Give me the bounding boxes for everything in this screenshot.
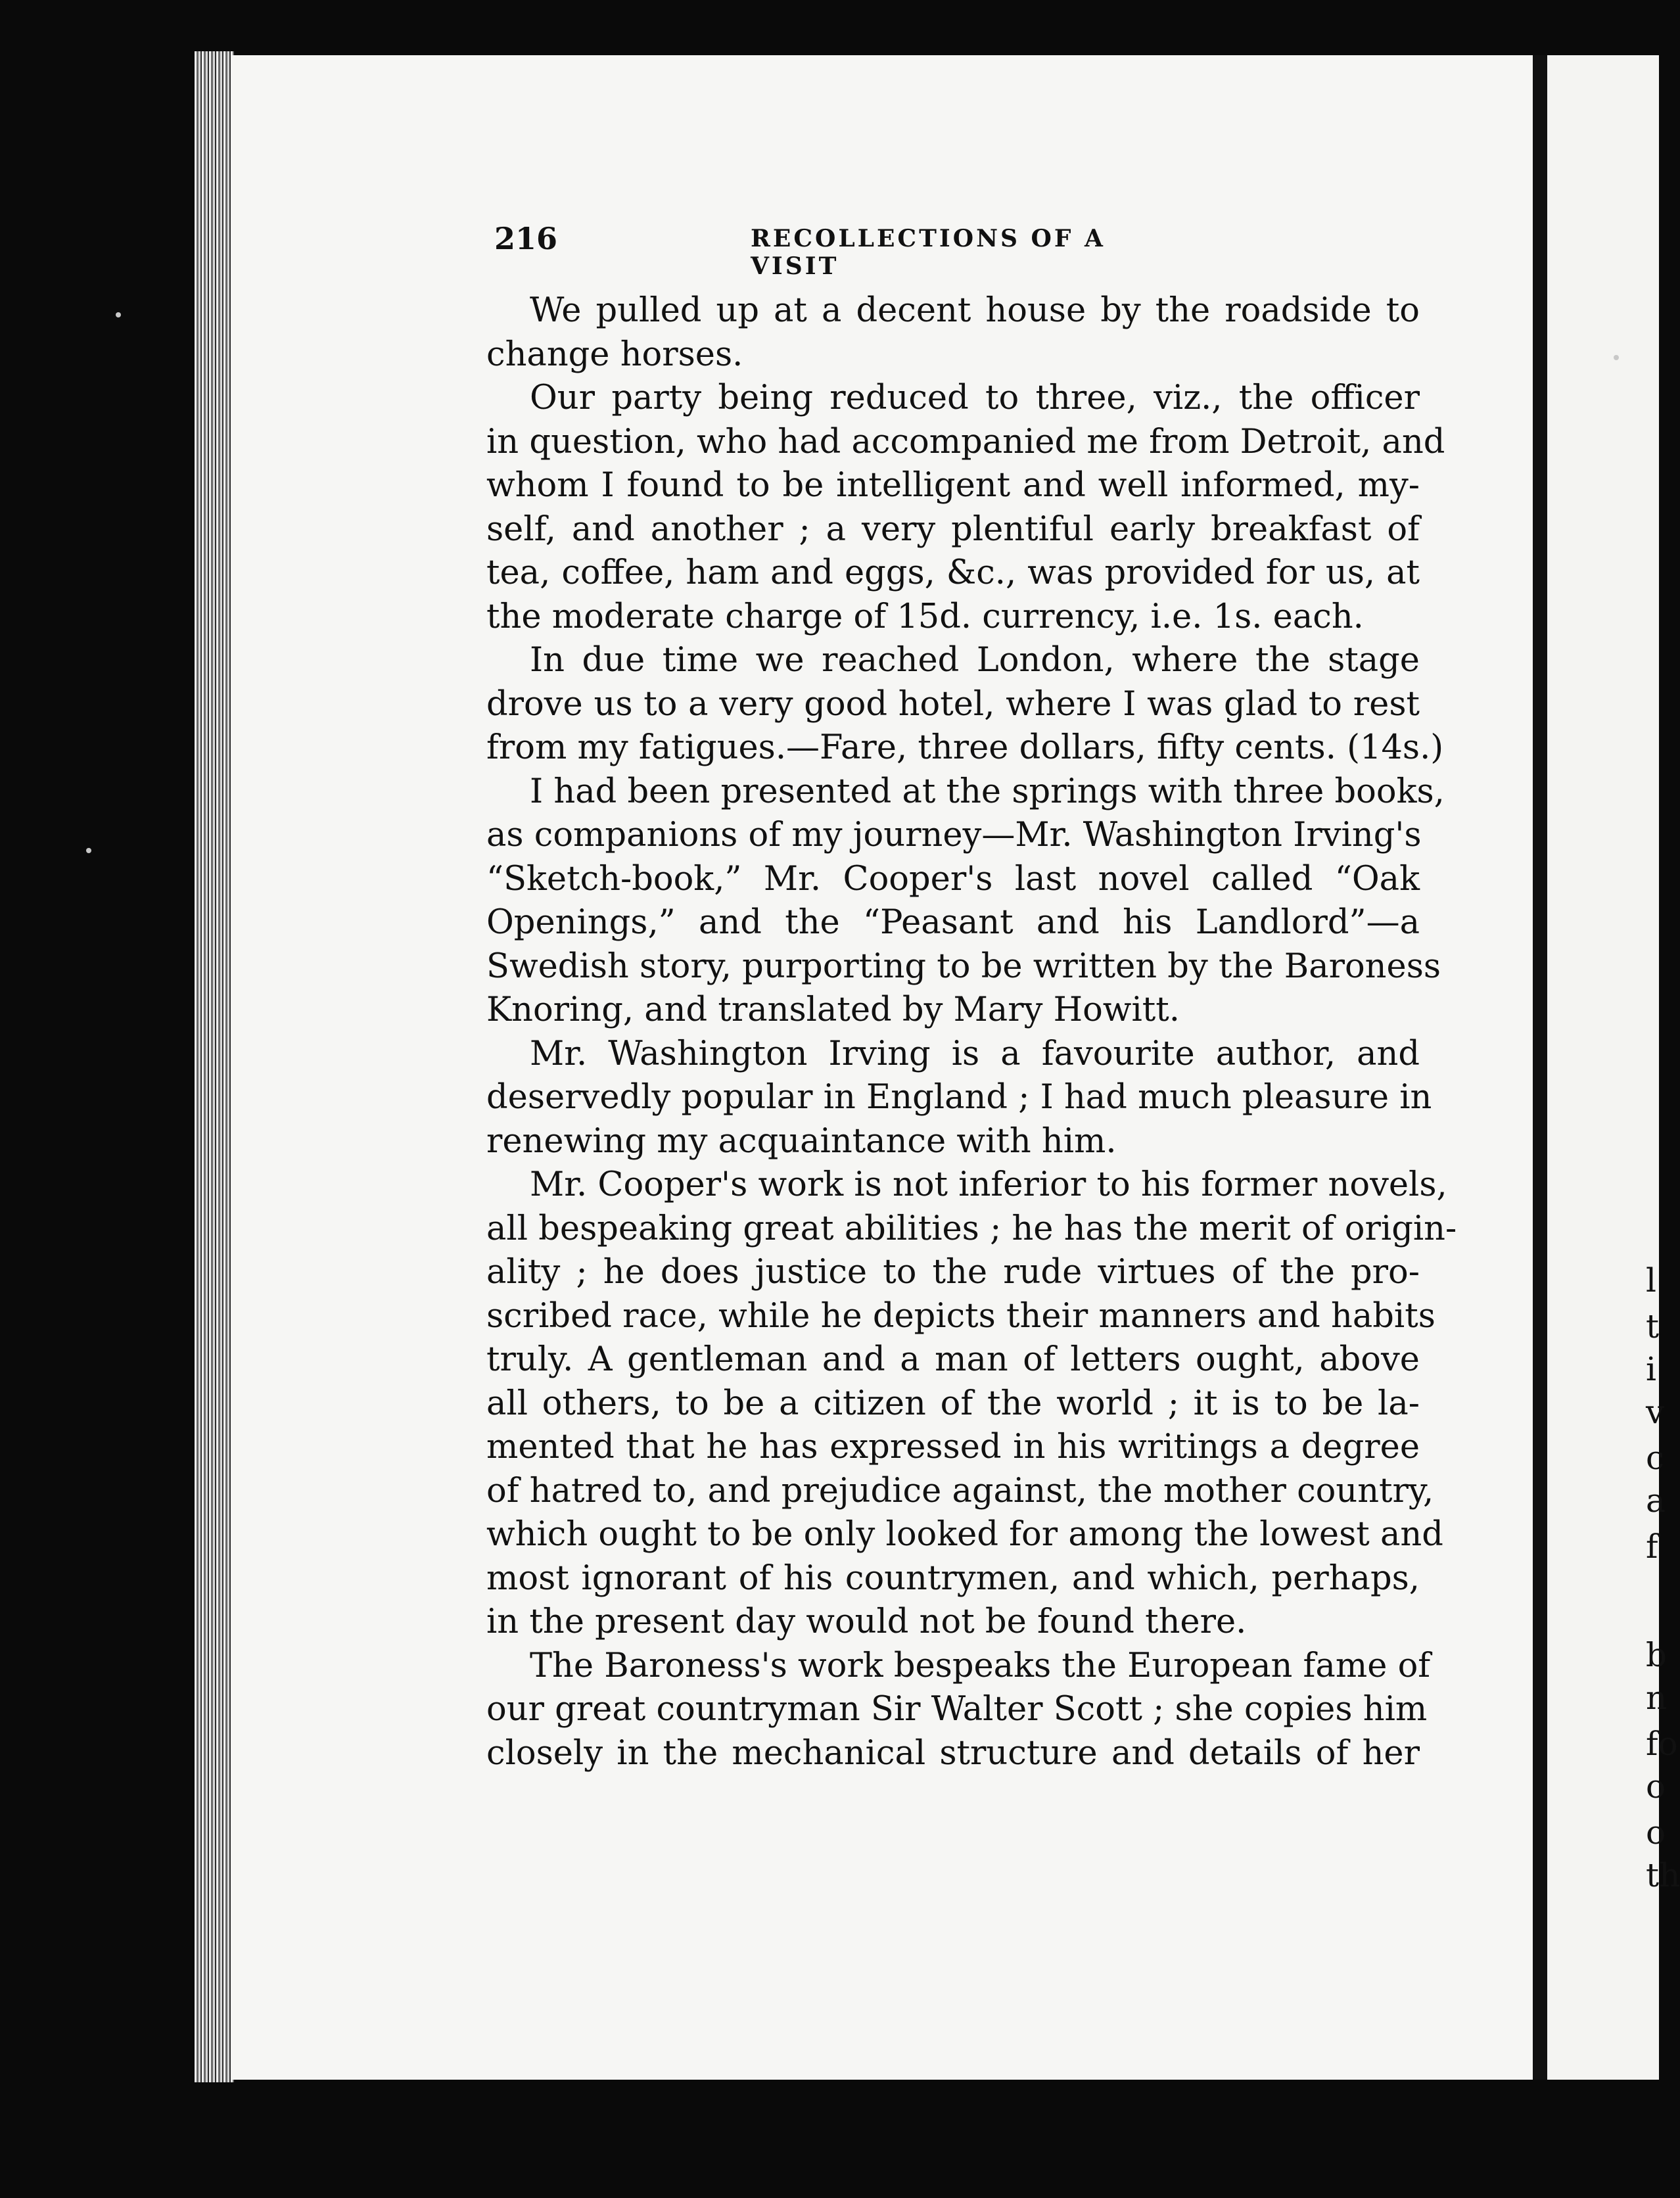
text-line: our great countryman Sir Walter Scott ; she copies him [486,1690,1428,1729]
scan-speck [116,312,121,317]
text-line: Mr. Washington Irving is a favourite author, and [530,1034,1420,1073]
text-line: mented that he has expressed in his writings a degree [486,1428,1420,1466]
text-line: deservedly popular in England ; I had much pleasure in [486,1078,1432,1117]
facing-page-fragment: b [1646,1636,1668,1674]
page-number: 216 [494,221,558,256]
text-line: in the present day would not be found there. [486,1602,1247,1641]
text-line: from my fatigues.—Fare, three dollars, fifty cents. (14s.) [486,728,1444,767]
text-line: Knoring, and translated by Mary Howitt. [486,991,1180,1029]
facing-page-fragment: t [1646,1307,1660,1345]
text-line: scribed race, while he depicts their manners and habits [486,1296,1435,1336]
text-line: the moderate charge of 15d. currency, i.e. 1s. each. [486,597,1364,636]
facing-page-fragment: o [1646,1767,1666,1806]
text-line: tea, coffee, ham and eggs, &c., was provided for us, at [486,553,1420,592]
running-title: RECOLLECTIONS OF A VISIT [751,225,1106,280]
facing-page-fragment: l [1646,1261,1656,1299]
facing-page-fragment: n [1646,1679,1668,1717]
facing-page-fragment: o [1646,1813,1666,1852]
facing-page-fragment: fo [1646,1725,1678,1763]
text-line: which ought to be only looked for among the lowest and [486,1515,1443,1554]
text-line: “Sketch-book,” Mr. Cooper's last novel called “Oak [486,859,1420,899]
facing-page-fragment: th [1646,1856,1680,1894]
text-line: of hatred to, and prejudice against, the mother country, [486,1471,1434,1510]
text-line: in question, who had accompanied me from Detroit, and [486,422,1445,461]
text-line: I had been presented at the springs with three books, [530,772,1445,811]
body-text [486,289,1457,1775]
text-line: all bespeaking great abilities ; he has the merit of origin- [486,1209,1457,1248]
text-line: Mr. Cooper's work is not inferior to his former novels, [530,1165,1447,1204]
text-line: most ignorant of his countrymen, and which, perhaps, [486,1558,1420,1598]
text-line: Swedish story, purporting to be written by the Baroness [486,947,1441,986]
facing-page-fragment: a [1646,1482,1666,1520]
text-line: all others, to be a citizen of the world ; it is to be la- [486,1384,1420,1423]
text-line: We pulled up at a decent house by the roadside to [530,291,1420,330]
facing-page-fragment: v [1646,1393,1665,1431]
page-edge-stack [195,51,234,2082]
scan-speck [86,848,91,853]
text-line: The Baroness's work bespeaks the European fame of [530,1646,1431,1685]
page-header [494,221,1178,280]
text-line: Openings,” and the “Peasant and his Landlord”—a [486,903,1420,942]
text-line: whom I found to be intelligent and well informed, my- [486,466,1420,505]
text-line: renewing my acquaintance with him. [486,1121,1117,1161]
text-line: self, and another ; a very plentiful early breakfast of [486,509,1420,549]
text-line: ality ; he does justice to the rude virtues of the pro- [486,1253,1420,1292]
text-line: drove us to a very good hotel, where I was glad to rest [486,684,1420,724]
text-line: In due time we reached London, where the stage [530,641,1420,680]
book-gutter [1533,55,1547,2080]
text-line: as companions of my journey—Mr. Washington Irving's [486,816,1422,854]
text-line: change horses. [486,335,743,374]
facing-page-fragment: c [1646,1439,1665,1477]
facing-page-fragment: i [1646,1350,1656,1388]
text-line: truly. A gentleman and a man of letters ought, above [486,1340,1420,1379]
scan-speck [1614,355,1619,360]
facing-page [1547,55,1680,2080]
text-line: Our party being reduced to three, viz., the officer [530,379,1420,417]
facing-page-fragment: f [1646,1528,1658,1566]
text-line: closely in the mechanical structure and details of her [486,1733,1420,1773]
